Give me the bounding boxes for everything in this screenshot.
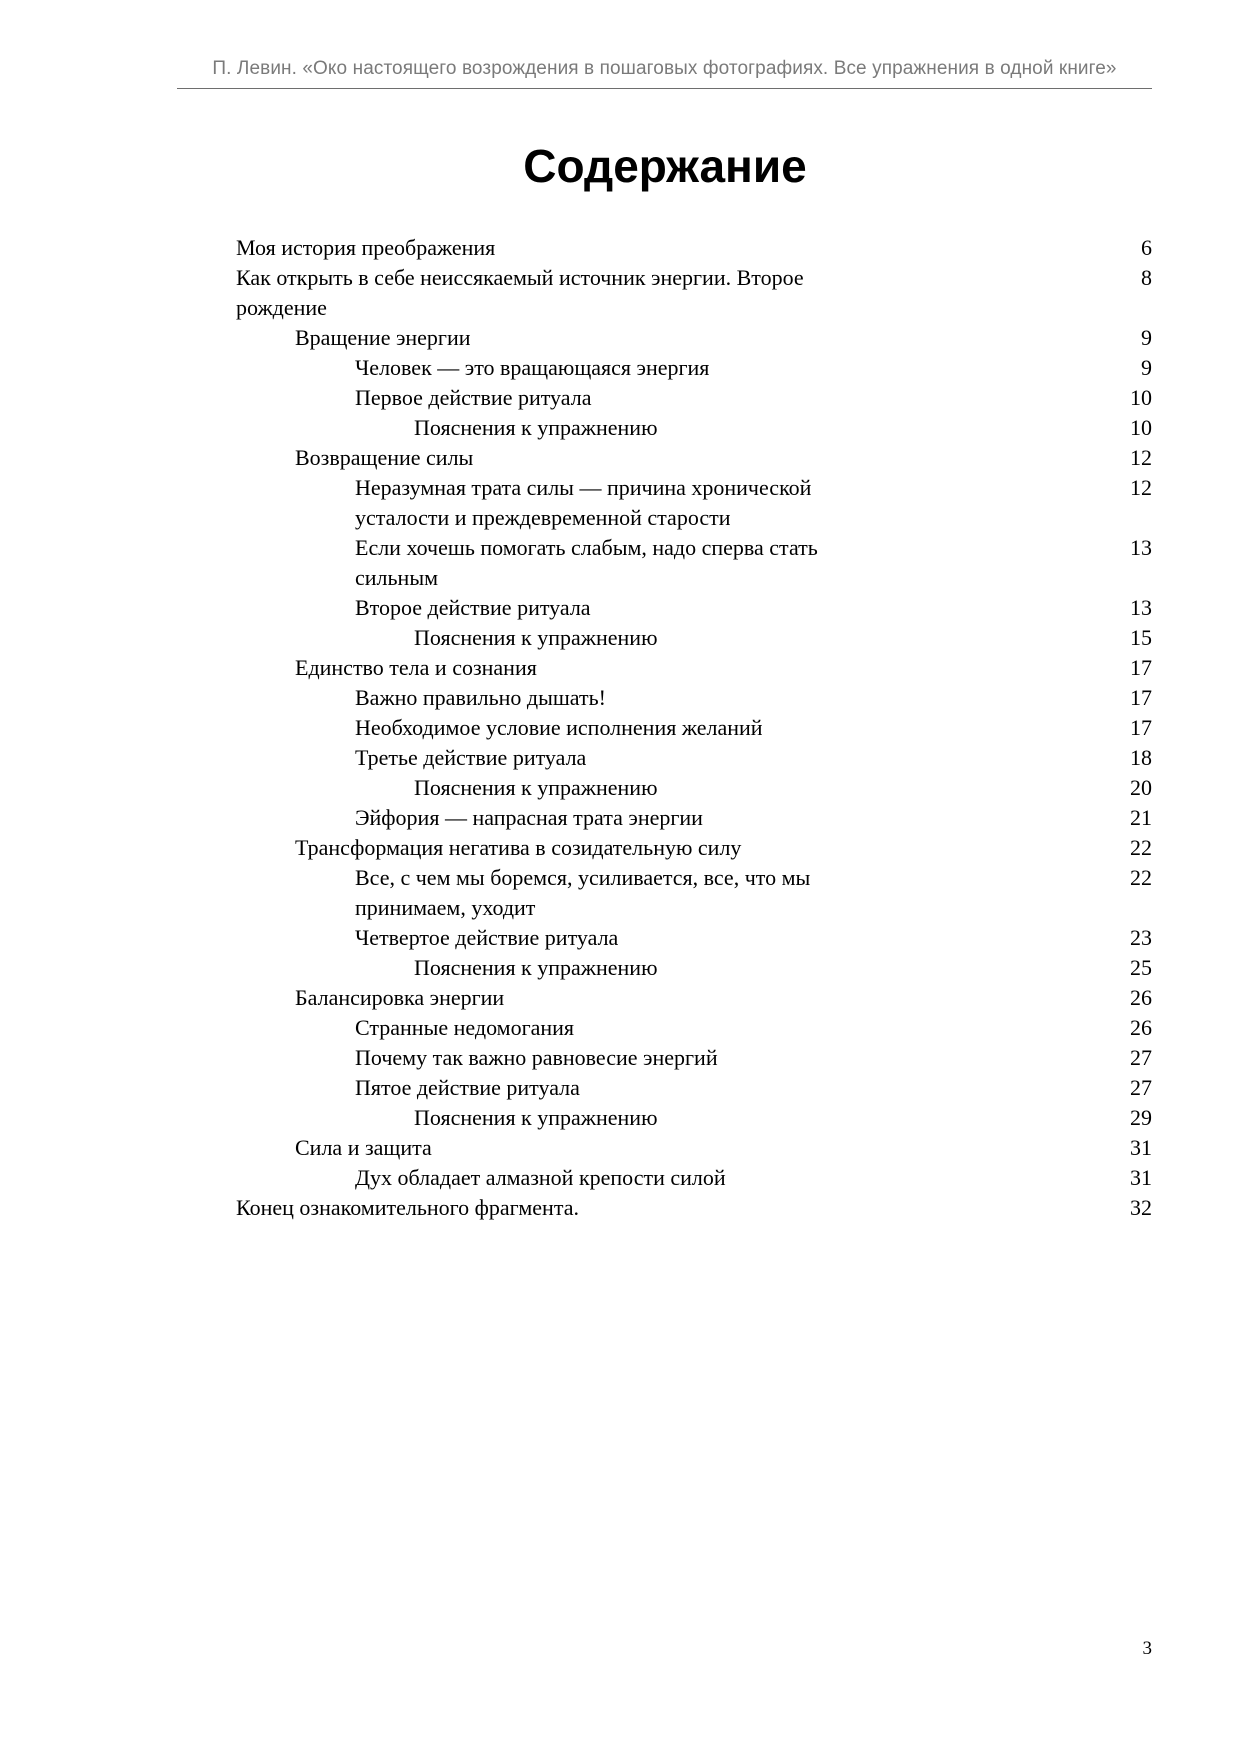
toc-entry-page: 12 bbox=[1130, 445, 1152, 470]
toc-entry-page: 17 bbox=[1130, 715, 1152, 740]
toc-entry-title: Сила и защита bbox=[295, 1135, 432, 1160]
toc-entry[interactable] bbox=[236, 323, 1152, 353]
toc-entry-page: 17 bbox=[1130, 685, 1152, 710]
toc-entry[interactable] bbox=[236, 1043, 1152, 1073]
toc-entry-page: 6 bbox=[1141, 235, 1152, 260]
toc-entry-title: Странные недомогания bbox=[355, 1015, 575, 1040]
table-of-contents bbox=[236, 233, 1152, 1223]
toc-entry[interactable] bbox=[236, 833, 1152, 863]
toc-entry[interactable] bbox=[236, 953, 1152, 983]
toc-entry-page: 20 bbox=[1130, 775, 1152, 800]
toc-entry[interactable] bbox=[236, 353, 1152, 383]
toc-entry-page: 21 bbox=[1130, 805, 1152, 830]
header-divider bbox=[177, 88, 1152, 89]
toc-entry[interactable] bbox=[236, 713, 1152, 743]
toc-entry-title: Пояснения к упражнению bbox=[414, 775, 658, 800]
toc-entry-title: Первое действие ритуала bbox=[355, 385, 592, 410]
toc-entry[interactable] bbox=[236, 743, 1152, 773]
toc-entry[interactable] bbox=[236, 1163, 1152, 1193]
toc-entry[interactable] bbox=[236, 1133, 1152, 1163]
toc-entry-title: Если хочешь помогать слабым, надо сперва стать сильным bbox=[355, 535, 818, 590]
toc-entry[interactable] bbox=[236, 473, 1152, 533]
running-header: П. Левин. «Око настоящего возрождения в пошаговых фотографиях. Все упражнения в одной книге» bbox=[212, 58, 1117, 79]
toc-entry-page: 10 bbox=[1130, 385, 1152, 410]
toc-entry[interactable] bbox=[236, 1073, 1152, 1103]
toc-entry-page: 27 bbox=[1130, 1075, 1152, 1100]
toc-entry[interactable] bbox=[236, 233, 1152, 263]
toc-entry-page: 26 bbox=[1130, 1015, 1152, 1040]
toc-entry-page: 22 bbox=[1130, 865, 1152, 890]
toc-entry-title: Моя история преображения bbox=[236, 235, 496, 260]
toc-entry[interactable] bbox=[236, 923, 1152, 953]
toc-entry[interactable] bbox=[236, 593, 1152, 623]
toc-entry-page: 17 bbox=[1130, 655, 1152, 680]
toc-entry-title: Почему так важно равновесие энергий bbox=[355, 1045, 718, 1070]
toc-entry[interactable] bbox=[236, 533, 1152, 593]
toc-entry-title: Трансформация негатива в созидательную силу bbox=[295, 835, 742, 860]
toc-entry[interactable] bbox=[236, 383, 1152, 413]
toc-entry[interactable] bbox=[236, 803, 1152, 833]
toc-entry-title: Эйфория — напрасная трата энергии bbox=[355, 805, 703, 830]
toc-entry-title: Пояснения к упражнению bbox=[414, 625, 658, 650]
toc-entry-title: Необходимое условие исполнения желаний bbox=[355, 715, 763, 740]
toc-entry-page: 8 bbox=[1141, 265, 1152, 290]
toc-entry-page: 22 bbox=[1130, 835, 1152, 860]
toc-entry[interactable] bbox=[236, 413, 1152, 443]
toc-entry[interactable] bbox=[236, 653, 1152, 683]
toc-entry-title: Балансировка энергии bbox=[295, 985, 505, 1010]
page-title: Содержание bbox=[523, 140, 807, 192]
toc-entry-title: Пояснения к упражнению bbox=[414, 955, 658, 980]
toc-entry-title: Единство тела и сознания bbox=[295, 655, 537, 680]
toc-entry-title: Третье действие ритуала bbox=[355, 745, 587, 770]
toc-entry-page: 9 bbox=[1141, 325, 1152, 350]
toc-entry-page: 13 bbox=[1130, 535, 1152, 560]
toc-entry[interactable] bbox=[236, 443, 1152, 473]
toc-entry-title: Как открыть в себе неиссякаемый источник энергии. Второе рождение bbox=[236, 265, 804, 320]
page-number: 3 bbox=[1142, 1638, 1152, 1659]
toc-entry-title: Все, с чем мы боремся, усиливается, все, что мы принимаем, уходит bbox=[355, 865, 811, 920]
toc-entry-title: Четвертое действие ритуала bbox=[355, 925, 619, 950]
toc-entry-title: Пояснения к упражнению bbox=[414, 415, 658, 440]
toc-entry[interactable] bbox=[236, 623, 1152, 653]
toc-entry-title: Второе действие ритуала bbox=[355, 595, 591, 620]
toc-entry-title: Важно правильно дышать! bbox=[355, 685, 606, 710]
toc-entry[interactable] bbox=[236, 1103, 1152, 1133]
toc-entry-title: Вращение энергии bbox=[295, 325, 471, 350]
toc-entry-page: 10 bbox=[1130, 415, 1152, 440]
toc-entry-page: 29 bbox=[1130, 1105, 1152, 1130]
toc-entry-page: 9 bbox=[1141, 355, 1152, 380]
toc-entry[interactable] bbox=[236, 773, 1152, 803]
toc-entry-title: Конец ознакомительного фрагмента. bbox=[236, 1195, 579, 1220]
toc-entry-page: 15 bbox=[1130, 625, 1152, 650]
toc-entry-title: Дух обладает алмазной крепости силой bbox=[355, 1165, 726, 1190]
toc-entry-page: 23 bbox=[1130, 925, 1152, 950]
toc-entry[interactable] bbox=[236, 1013, 1152, 1043]
toc-entry-title: Пояснения к упражнению bbox=[414, 1105, 658, 1130]
toc-entry[interactable] bbox=[236, 863, 1152, 923]
toc-entry-page: 25 bbox=[1130, 955, 1152, 980]
toc-entry[interactable] bbox=[236, 1193, 1152, 1223]
toc-entry-page: 18 bbox=[1130, 745, 1152, 770]
toc-entry-page: 31 bbox=[1130, 1135, 1152, 1160]
toc-entry[interactable] bbox=[236, 263, 1152, 323]
toc-entry-title: Человек — это вращающаяся энергия bbox=[355, 355, 710, 380]
toc-entry-page: 32 bbox=[1130, 1195, 1152, 1220]
toc-entry-page: 26 bbox=[1130, 985, 1152, 1010]
toc-entry-title: Возвращение силы bbox=[295, 445, 474, 470]
toc-entry-title: Неразумная трата силы — причина хронической усталости и преждевременной старости bbox=[355, 475, 812, 530]
toc-entry[interactable] bbox=[236, 683, 1152, 713]
toc-entry-title: Пятое действие ритуала bbox=[355, 1075, 580, 1100]
toc-entry-page: 31 bbox=[1130, 1165, 1152, 1190]
toc-entry-page: 12 bbox=[1130, 475, 1152, 500]
toc-entry[interactable] bbox=[236, 983, 1152, 1013]
toc-entry-page: 13 bbox=[1130, 595, 1152, 620]
toc-entry-page: 27 bbox=[1130, 1045, 1152, 1070]
